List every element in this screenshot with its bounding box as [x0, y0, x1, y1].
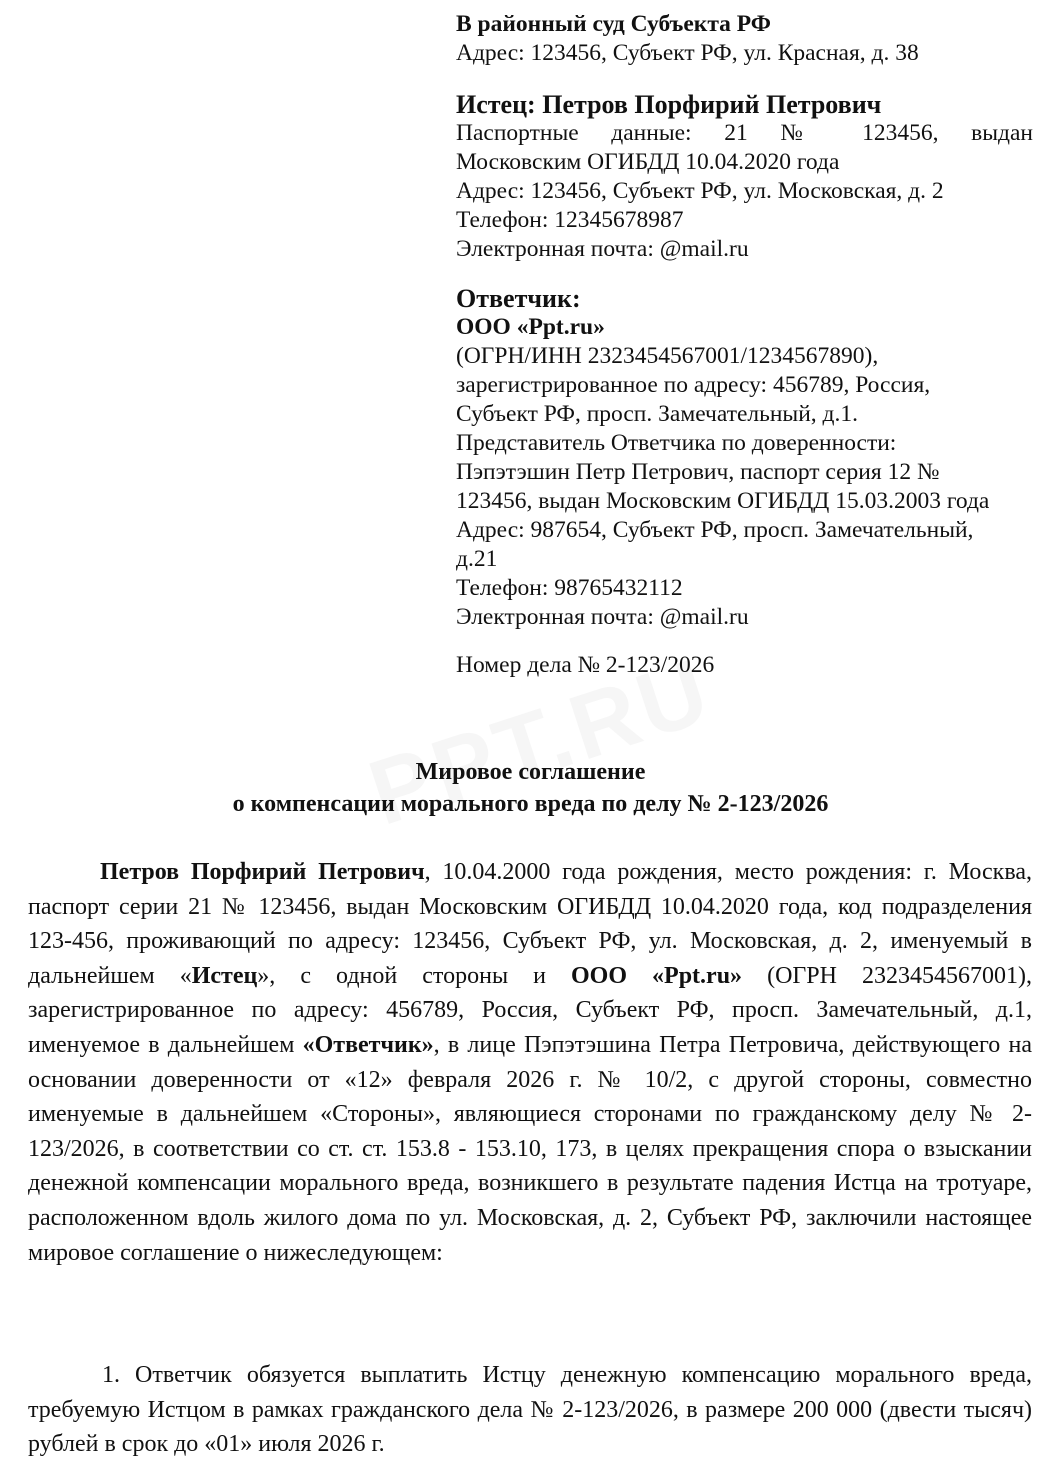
- defendant-line: Адрес: 987654, Субъект РФ, просп. Замечательный,: [456, 517, 974, 543]
- paragraph-text: , 10.04.2000 года рождения, место рождения: г. Москва, паспорт серии 21 № 123456, выдан Московским ОГИБДД 10.04.2020 года, код подразделения 123-456, проживающий по адресу: 123456, Субъект РФ, ул. Московская, д. 2, именуемый в дальнейшем «: [28, 859, 1033, 989]
- addressee-block: [456, 10, 1033, 680]
- title-line2: о компенсации морального вреда по делу № 2-123/2026: [232, 791, 829, 817]
- org-name: ООО «Ppt.ru»: [571, 962, 743, 989]
- defendant-line: Электронная почта: @mail.ru: [456, 604, 749, 630]
- defendant-line: Телефон: 98765432112: [456, 575, 683, 601]
- defendant-term: «Ответчик»: [302, 1031, 434, 1058]
- title-line1: Мировое соглашение: [415, 759, 646, 785]
- plaintiff-term: Истец: [191, 962, 258, 989]
- defendant-org: ООО «Ppt.ru»: [456, 314, 605, 340]
- defendant-line: Субъект РФ, просп. Замечательный, д.1.: [456, 401, 858, 427]
- document-title: [0, 756, 1061, 820]
- clause-text: Ответчик обязуется выплатить Истцу денежную компенсацию морального вреда, требуемую Истцом в рамках гражданского дела № 2-123/2026, в размере 200 000 (двести тысяч) рублей в срок до «01» июля 2026 г.: [28, 1362, 1032, 1458]
- defendant-line: зарегистрированное по адресу: 456789, Россия,: [456, 372, 931, 398]
- court-name: В районный суд Субъекта РФ: [456, 11, 771, 37]
- preamble-paragraph: [28, 855, 1032, 1270]
- paragraph-text: », с одной стороны и: [257, 962, 571, 989]
- defendant-line: (ОГРН/ИНН 2323454567001/1234567890),: [456, 343, 879, 369]
- defendant-line: Представитель Ответчика по доверенности:: [456, 430, 897, 456]
- defendant-line: д.21: [456, 546, 498, 572]
- defendant-heading: Ответчик:: [456, 284, 581, 313]
- plaintiff-email: Электронная почта: @mail.ru: [456, 236, 749, 262]
- court-address: Адрес: 123456, Субъект РФ, ул. Красная, д. 38: [456, 40, 919, 66]
- clause-1: [28, 1358, 1032, 1462]
- party-name: Петров Порфирий Петрович: [100, 859, 425, 885]
- clause-number: 1.: [102, 1362, 120, 1388]
- defendant-line: Пэпэтэшин Петр Петрович, паспорт серия 12 №: [456, 459, 940, 485]
- paragraph-text: (ОГРН 2323454567001), зарегистрированное по адресу: 456789, Россия, Субъект РФ, просп. Замечательный, д.1, именуемое в дальнейшем: [28, 962, 1032, 1058]
- paragraph-text: , в лице Пэпэтэшина Петра Петровича, действующего на основании доверенности от «12» февраля 2026 г. № 10/2, с другой стороны, совместно именуемые в дальнейшем «Стороны», являющиеся сторонами по гражданскому делу № 2-123/2026, в соответствии со ст. ст. 153.8 - 153.10, 173, в целях прекращения спора о взыскании денежной компенсации морального вреда, возникшего в результате падения Истца на тротуаре, расположенном вдоль жилого дома по ул. Московская, д. 2, Субъект РФ, заключили настоящее мировое соглашение о нижеследующем:: [28, 1031, 1032, 1266]
- plaintiff-passport-line2: Московским ОГИБДД 10.04.2020 года: [456, 149, 840, 175]
- plaintiff-phone: Телефон: 12345678987: [456, 207, 684, 233]
- plaintiff-heading: Истец: Петров Порфирий Петрович: [456, 90, 882, 119]
- case-number: Номер дела № 2-123/2026: [456, 652, 715, 678]
- plaintiff-passport-line1: Паспортные данные: 21 № 123456, выдан: [456, 120, 1033, 146]
- defendant-line: 123456, выдан Московским ОГИБДД 15.03.2003 года: [456, 488, 990, 514]
- plaintiff-address: Адрес: 123456, Субъект РФ, ул. Московская, д. 2: [456, 178, 944, 204]
